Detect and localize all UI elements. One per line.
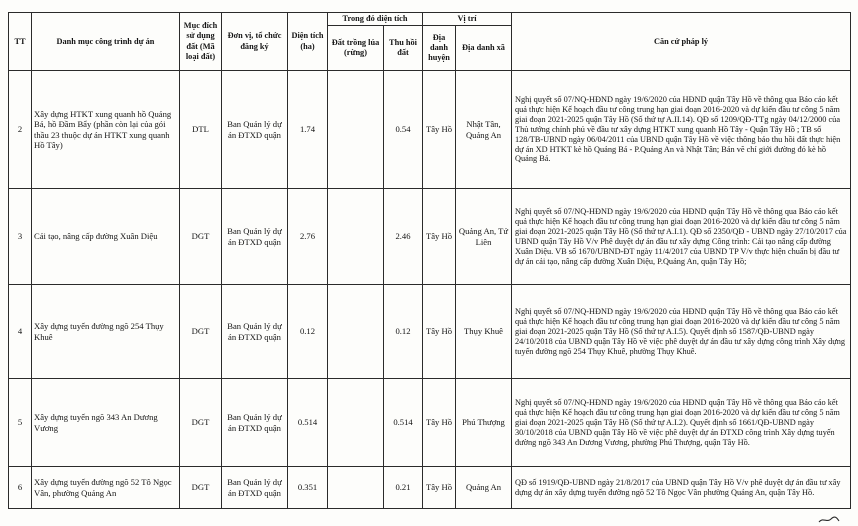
header-commune: Địa danh xã — [456, 26, 512, 71]
land-use-project-table — [8, 12, 851, 509]
cell-recovered: 0.12 — [384, 285, 423, 379]
cell-tt: 5 — [9, 379, 32, 467]
header-district: Địa danh huyện — [423, 26, 456, 71]
cell-legal-basis: Nghị quyết số 07/NQ-HĐND ngày 19/6/2020 của HĐND quận Tây Hồ về thông qua Báo cáo kết quả thực hiện Kế hoạch đầu tư công trung hạn giai đoạn 2016-2020 và dự kiến đầu tư công 5 năm giai đoạn 2021-2025 quận Tây Hồ (Số thứ tự A.I.2). Quyết định số 1661/QĐ-UBND ngày 30/10/2018 của UBND quận Tây Hồ về việc phê duyệt dự án ĐTXD công trình Xây dựng tuyến đường ngõ 343 An Dương Vương, phường Phú Thượng, quận Tây Hồ. — [512, 379, 851, 467]
cell-unit: Ban Quản lý dự án ĐTXD quận — [222, 285, 288, 379]
table-row — [9, 379, 851, 467]
cell-district: Tây Hồ — [423, 189, 456, 285]
cell-land-code: DGT — [180, 189, 222, 285]
cell-rice-land — [328, 467, 384, 509]
cell-legal-basis: Nghị quyết số 07/NQ-HĐND ngày 19/6/2020 của HĐND quận Tây Hồ về thông qua Báo cáo kết quả thực hiện Kế hoạch đầu tư công trung hạn giai đoạn 2016-2020 và dự kiến đầu tư công 5 năm giai đoạn 2021-2025 quận Tây Hồ (Số thứ tự A.I.5). Quyết định số 1587/QĐ-UBND ngày 24/10/2018 của UBND quận Tây Hồ về việc phê duyệt dự án đầu tư xây dựng công trình Xây dựng tuyến đường ngõ 254 Thụy Khuê, phường Thụy Khuê. — [512, 285, 851, 379]
cell-district: Tây Hồ — [423, 285, 456, 379]
cell-commune: Phú Thượng — [456, 379, 512, 467]
cell-unit: Ban Quản lý dự án ĐTXD quận — [222, 189, 288, 285]
cell-rice-land — [328, 71, 384, 189]
header-land-purpose: Mục đích sử dụng đất (Mã loại đất) — [180, 13, 222, 71]
cell-area: 0.351 — [288, 467, 328, 509]
cell-land-code: DGT — [180, 467, 222, 509]
ink-mark-icon — [818, 516, 840, 524]
header-row-1 — [9, 13, 851, 26]
cell-area: 2.76 — [288, 189, 328, 285]
cell-tt: 3 — [9, 189, 32, 285]
header-rice-land: Đất trồng lúa (rừng) — [328, 26, 384, 71]
cell-district: Tây Hồ — [423, 71, 456, 189]
cell-tt: 4 — [9, 285, 32, 379]
cell-unit: Ban Quản lý dự án ĐTXD quận — [222, 71, 288, 189]
cell-land-code: DGT — [180, 379, 222, 467]
header-registering-unit: Đơn vị, tổ chức đăng ký — [222, 13, 288, 71]
cell-rice-land — [328, 379, 384, 467]
header-tt: TT — [9, 13, 32, 71]
cell-tt: 6 — [9, 467, 32, 509]
table-row — [9, 467, 851, 509]
cell-commune: Quảng An, Tứ Liên — [456, 189, 512, 285]
cell-area: 0.514 — [288, 379, 328, 467]
cell-legal-basis: QĐ số 1919/QĐ-UBND ngày 21/8/2017 của UBND quận Tây Hồ V/v phê duyệt dự án đầu tư xây dựng dự án xây dựng tuyến đường ngõ 52 Tô Ngọc Vân phường Quảng An, quận Tây Hồ. — [512, 467, 851, 509]
cell-unit: Ban Quản lý dự án ĐTXD quận — [222, 467, 288, 509]
cell-tt: 2 — [9, 71, 32, 189]
cell-recovered: 0.21 — [384, 467, 423, 509]
header-legal-basis: Căn cứ pháp lý — [512, 13, 851, 71]
cell-recovered: 0.54 — [384, 71, 423, 189]
cell-project-name: Xây dựng tuyến ngõ 343 An Dương Vương — [32, 379, 180, 467]
cell-district: Tây Hồ — [423, 379, 456, 467]
header-area: Diện tích (ha) — [288, 13, 328, 71]
header-group-location: Vị trí — [423, 13, 512, 26]
cell-recovered: 2.46 — [384, 189, 423, 285]
cell-area: 1.74 — [288, 71, 328, 189]
cell-legal-basis: Nghị quyết số 07/NQ-HĐND ngày 19/6/2020 của HĐND quận Tây Hồ về thông qua Báo cáo kết quả thực hiện Kế hoạch đầu tư công trung hạn giai đoạn 2016-2020 và dự kiến đầu tư công 5 năm giai đoạn 2021-2025 quận Tây Hồ (Số thứ tự A.I.1). QĐ số 2350/QĐ - UBND ngày 27/10/2017 của UBND quận Tây Hồ V/v Phê duyệt dự án đầu tư xây dựng Công trình: Cải tạo nâng cấp đường Xuân Diệu. VB số 1670/UBND-ĐT ngày 11/4/2017 của UBND TP V/v thực hiện chuẩn bị đầu tư dự án cải tạo, nâng cấp đường Xuân Diệu, P.Quảng An, quận Tây Hồ; — [512, 189, 851, 285]
cell-commune: Quảng An — [456, 467, 512, 509]
table-row — [9, 71, 851, 189]
table-row — [9, 285, 851, 379]
cell-rice-land — [328, 285, 384, 379]
cell-project-name: Xây dựng tuyến đường ngõ 52 Tô Ngọc Vân, phường Quảng An — [32, 467, 180, 509]
cell-project-name: Xây dựng HTKT xung quanh hồ Quảng Bá, hồ Đầm Bẩy (phần còn lại của gói thầu 23 thuộc dự án HTKT xung quanh Hồ Tây) — [32, 71, 180, 189]
cell-project-name: Xây dựng tuyến đường ngõ 254 Thụy Khuê — [32, 285, 180, 379]
cell-district: Tây Hồ — [423, 467, 456, 509]
cell-recovered: 0.514 — [384, 379, 423, 467]
cell-legal-basis: Nghị quyết số 07/NQ-HĐND ngày 19/6/2020 của HĐND quận Tây Hồ về thông qua Báo cáo kết quả thực hiện Kế hoạch đầu tư công trung hạn giai đoạn 2016-2020 và dự kiến đầu tư công 5 năm giai đoạn 2021-2025 quận Tây Hồ (Số thứ tự A.II.14). QĐ số 1209/QĐ-TTg ngày 04/12/2000 của Thủ tướng chính phủ về đầu tư xây dựng HTKT xung quanh Hồ Tây - Quận Tây Hồ ; TB số 128/TB-UBND ngày 06/04/2011 của UBND quận Tây Hồ về việc thông báo thu hồi đất thực hiện dự án XD HTKT kè hồ Quảng Bá - P.Quảng An và Nhật Tân; Bản vẽ chỉ giới đường đỏ kè hồ Quảng Bá. — [512, 71, 851, 189]
cell-land-code: DTL — [180, 71, 222, 189]
cell-unit: Ban Quản lý dự án ĐTXD quận — [222, 379, 288, 467]
header-project-name: Danh mục công trình dự án — [32, 13, 180, 71]
header-group-area: Trong đó diện tích — [328, 13, 423, 26]
cell-commune: Thụy Khuê — [456, 285, 512, 379]
cell-land-code: DGT — [180, 285, 222, 379]
cell-commune: Nhật Tân, Quảng An — [456, 71, 512, 189]
table-row — [9, 189, 851, 285]
cell-area: 0.12 — [288, 285, 328, 379]
cell-rice-land — [328, 189, 384, 285]
header-recovered-land: Thu hồi đất — [384, 26, 423, 71]
cell-project-name: Cải tạo, nâng cấp đường Xuân Diệu — [32, 189, 180, 285]
